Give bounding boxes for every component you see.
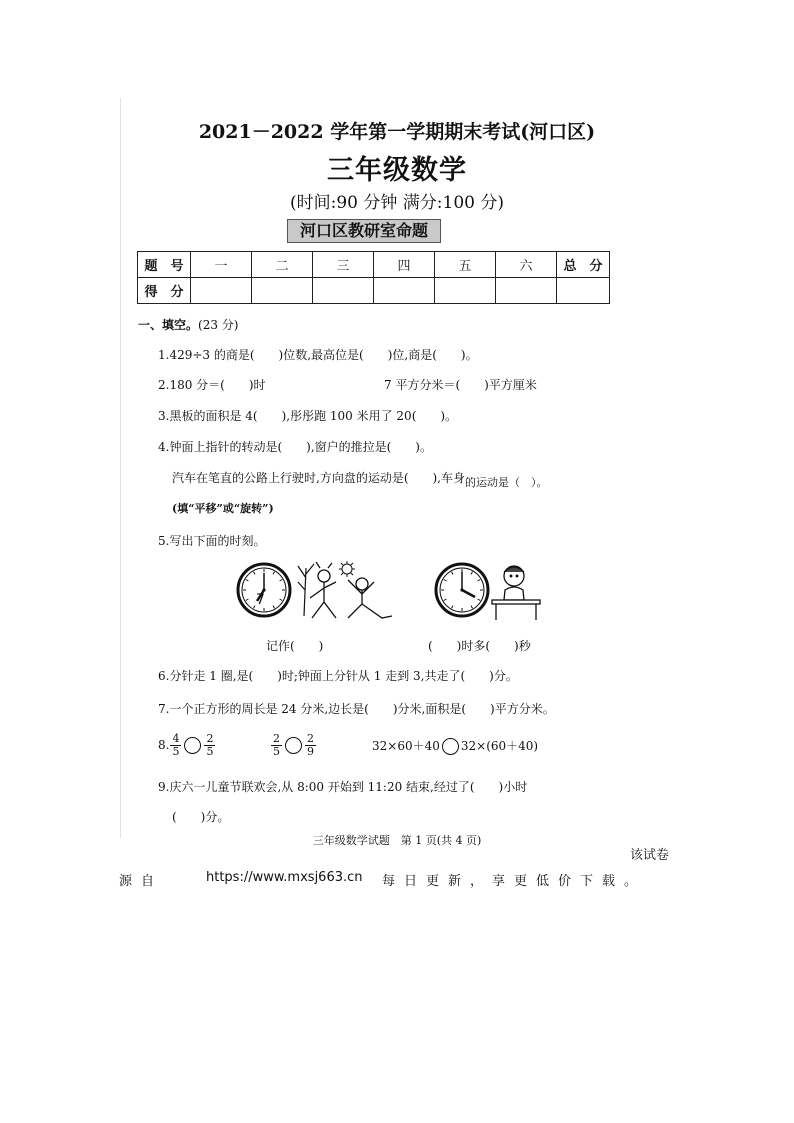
question-5-label-2: ( )时多( )秒 <box>428 639 531 653</box>
question-8-pair-3 <box>372 737 538 755</box>
exercising-kids-icon <box>310 562 392 618</box>
score-cell[interactable] <box>252 278 313 304</box>
score-cell[interactable] <box>374 278 435 304</box>
section-title: 一、填空。 <box>138 318 199 332</box>
clock-exercise-illustration <box>236 560 396 622</box>
clock-icon <box>436 564 488 616</box>
subject-title: 三年级数学 <box>327 155 467 186</box>
time-info: (时间:90 分钟 满分:100 分) <box>289 193 504 213</box>
score-table-col: 四 <box>374 252 435 278</box>
fraction-denominator: 5 <box>273 745 280 758</box>
source-prefix: 源自 <box>119 874 164 889</box>
question-4b <box>172 469 548 489</box>
fraction-denominator: 5 <box>206 745 214 758</box>
question-9: 9.庆六一儿童节联欢会,从 8:00 开始到 11:20 结束,经过了( )小时 <box>158 780 528 794</box>
exam-title: 2021－2022 学年第一学期期末考试(河口区) <box>198 121 596 143</box>
score-table-header-row <box>138 252 610 278</box>
fraction <box>204 733 215 758</box>
clock-student-illustration <box>434 560 542 622</box>
question-2a: 2.180 分＝( )时 <box>158 378 266 392</box>
tree-icon <box>298 564 314 616</box>
fraction-denominator: 5 <box>172 745 180 758</box>
score-table-label: 题 号 <box>138 252 191 278</box>
fraction-denominator: 9 <box>307 745 314 758</box>
question-7: 7.一个正方形的周长是 24 分米,边长是( )分米,面积是( )平方分米。 <box>158 702 555 716</box>
fraction-numerator: 2 <box>206 732 214 745</box>
source-url[interactable]: https://www.mxsj663.cn <box>206 870 363 885</box>
clock-icon <box>238 564 290 616</box>
fraction-numerator: 2 <box>273 732 280 745</box>
student-at-desk-icon <box>492 566 540 620</box>
compare-circle[interactable] <box>184 737 201 754</box>
svg-text:7: 7 <box>256 592 265 608</box>
compare-circle[interactable] <box>285 737 302 754</box>
score-cell[interactable] <box>191 278 252 304</box>
score-table-total-label: 总 分 <box>557 252 610 278</box>
score-cell-total[interactable] <box>557 278 610 304</box>
question-8-prefix: 8. <box>158 738 170 752</box>
question-8-pair-2 <box>270 733 317 758</box>
question-2b: 7 平方分米＝( )平方厘米 <box>384 378 537 392</box>
fraction-numerator: 4 <box>172 732 180 745</box>
score-table-score-row <box>138 278 610 304</box>
score-table-col: 六 <box>496 252 557 278</box>
compare-circle[interactable] <box>442 738 459 755</box>
question-5-label-1: 记作( ) <box>266 639 324 653</box>
question-4b-tail: 的运动是（ ）。 <box>465 476 548 489</box>
question-8 <box>158 733 216 758</box>
watermark-corner: 该试卷 <box>630 848 670 863</box>
score-cell[interactable] <box>313 278 374 304</box>
fraction <box>170 733 181 758</box>
question-8-left-expr: 32×60＋40 <box>372 739 440 753</box>
source-suffix: 每日更新，享更低价下载。 <box>382 874 647 889</box>
question-3: 3.黑板的面积是 4( ),彤彤跑 100 米用了 20( )。 <box>158 409 458 423</box>
score-cell[interactable] <box>496 278 557 304</box>
question-8-right-expr: 32×(60＋40) <box>460 739 539 753</box>
section-points: (23 分) <box>198 318 239 332</box>
section-heading <box>138 316 238 333</box>
question-5: 5.写出下面的时刻。 <box>158 534 266 548</box>
score-table-col: 五 <box>435 252 496 278</box>
score-table <box>137 251 610 304</box>
question-9-cont: ( )分。 <box>172 810 230 824</box>
score-table-col: 三 <box>313 252 374 278</box>
author-badge: 河口区教研室命题 <box>287 219 441 243</box>
question-4: 4.钟面上指针的转动是( ),窗户的推拉是( )。 <box>158 440 432 454</box>
score-table-col: 一 <box>191 252 252 278</box>
page-footer: 三年级数学试题 第 1 页(共 4 页) <box>312 834 482 847</box>
question-1: 1.429÷3 的商是( )位数,最高位是( )位,商是( )。 <box>158 348 478 362</box>
question-4b-main: 汽车在笔直的公路上行驶时,方向盘的运动是( ),车身 <box>172 471 465 485</box>
question-4-hint: (填“平移”或“旋转”) <box>172 502 274 515</box>
sun-icon <box>339 561 355 577</box>
score-cell[interactable] <box>435 278 496 304</box>
fraction <box>271 733 282 758</box>
question-6: 6.分针走 1 圈,是( )时;钟面上分针从 1 走到 3,共走了( )分。 <box>158 669 518 683</box>
score-table-col: 二 <box>252 252 313 278</box>
score-row-label: 得 分 <box>138 278 191 304</box>
fraction-numerator: 2 <box>307 732 314 745</box>
fraction <box>305 733 316 758</box>
